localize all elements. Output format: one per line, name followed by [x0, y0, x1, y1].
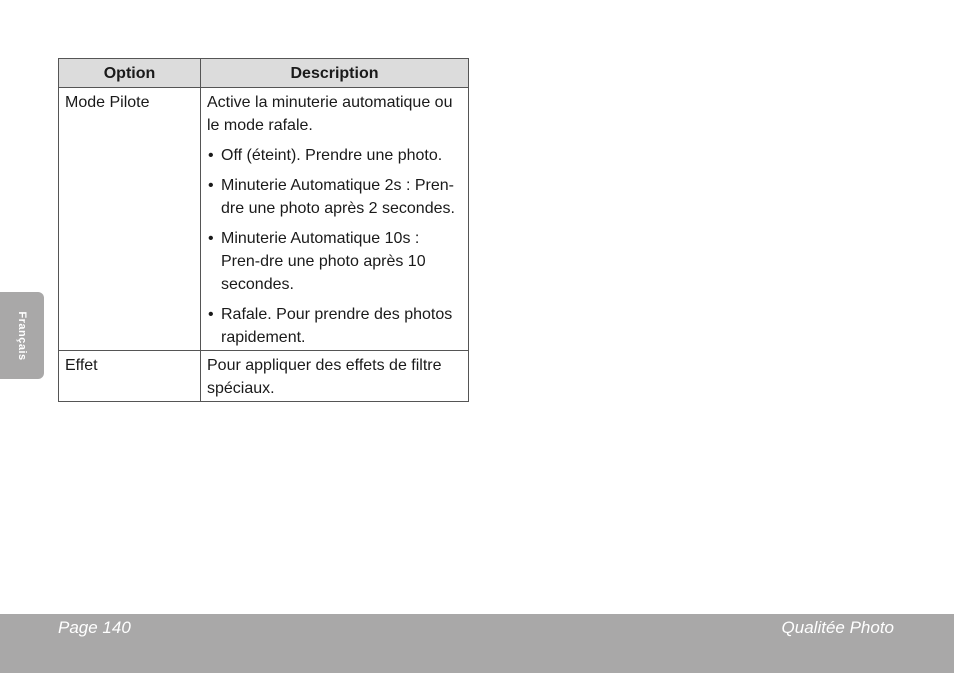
description-intro: Pour appliquer des effets de filtre spéciaux. — [207, 357, 442, 397]
list-item-text: Rafale. Pour prendre des photos rapidement. — [221, 306, 453, 346]
list-item-text: Minuterie Automatique 2s : Pren-dre une photo après 2 secondes. — [221, 177, 455, 217]
page-number: Page 140 — [58, 618, 131, 637]
list-item — [207, 174, 462, 220]
list-item-text: Minuterie Automatique 10s : Pren-dre une photo après 10 secondes. — [221, 230, 426, 293]
bullet-icon: • — [208, 177, 214, 194]
description-cell — [201, 88, 469, 351]
header-description: Description — [201, 59, 469, 88]
list-item — [207, 303, 462, 349]
header-option: Option — [59, 59, 201, 88]
list-item — [207, 144, 462, 167]
bullet-list — [207, 144, 462, 349]
option-cell: Mode Pilote — [59, 88, 201, 351]
language-tab-label: Français — [16, 310, 28, 361]
table-header-row — [59, 59, 469, 88]
options-table — [58, 58, 469, 402]
description-cell — [201, 351, 469, 402]
section-title: Qualitée Photo — [781, 618, 894, 637]
language-tab — [0, 292, 44, 379]
bullet-icon: • — [208, 306, 214, 323]
list-item — [207, 227, 462, 296]
bullet-icon: • — [208, 147, 214, 164]
bullet-icon: • — [208, 230, 214, 247]
table-row — [59, 88, 469, 351]
table-row — [59, 351, 469, 402]
list-item-text: Off (éteint). Prendre une photo. — [221, 147, 443, 164]
option-cell: Effet — [59, 351, 201, 402]
description-intro: Active la minuterie automatique ou le mode rafale. — [207, 94, 453, 134]
page-footer — [0, 614, 954, 673]
